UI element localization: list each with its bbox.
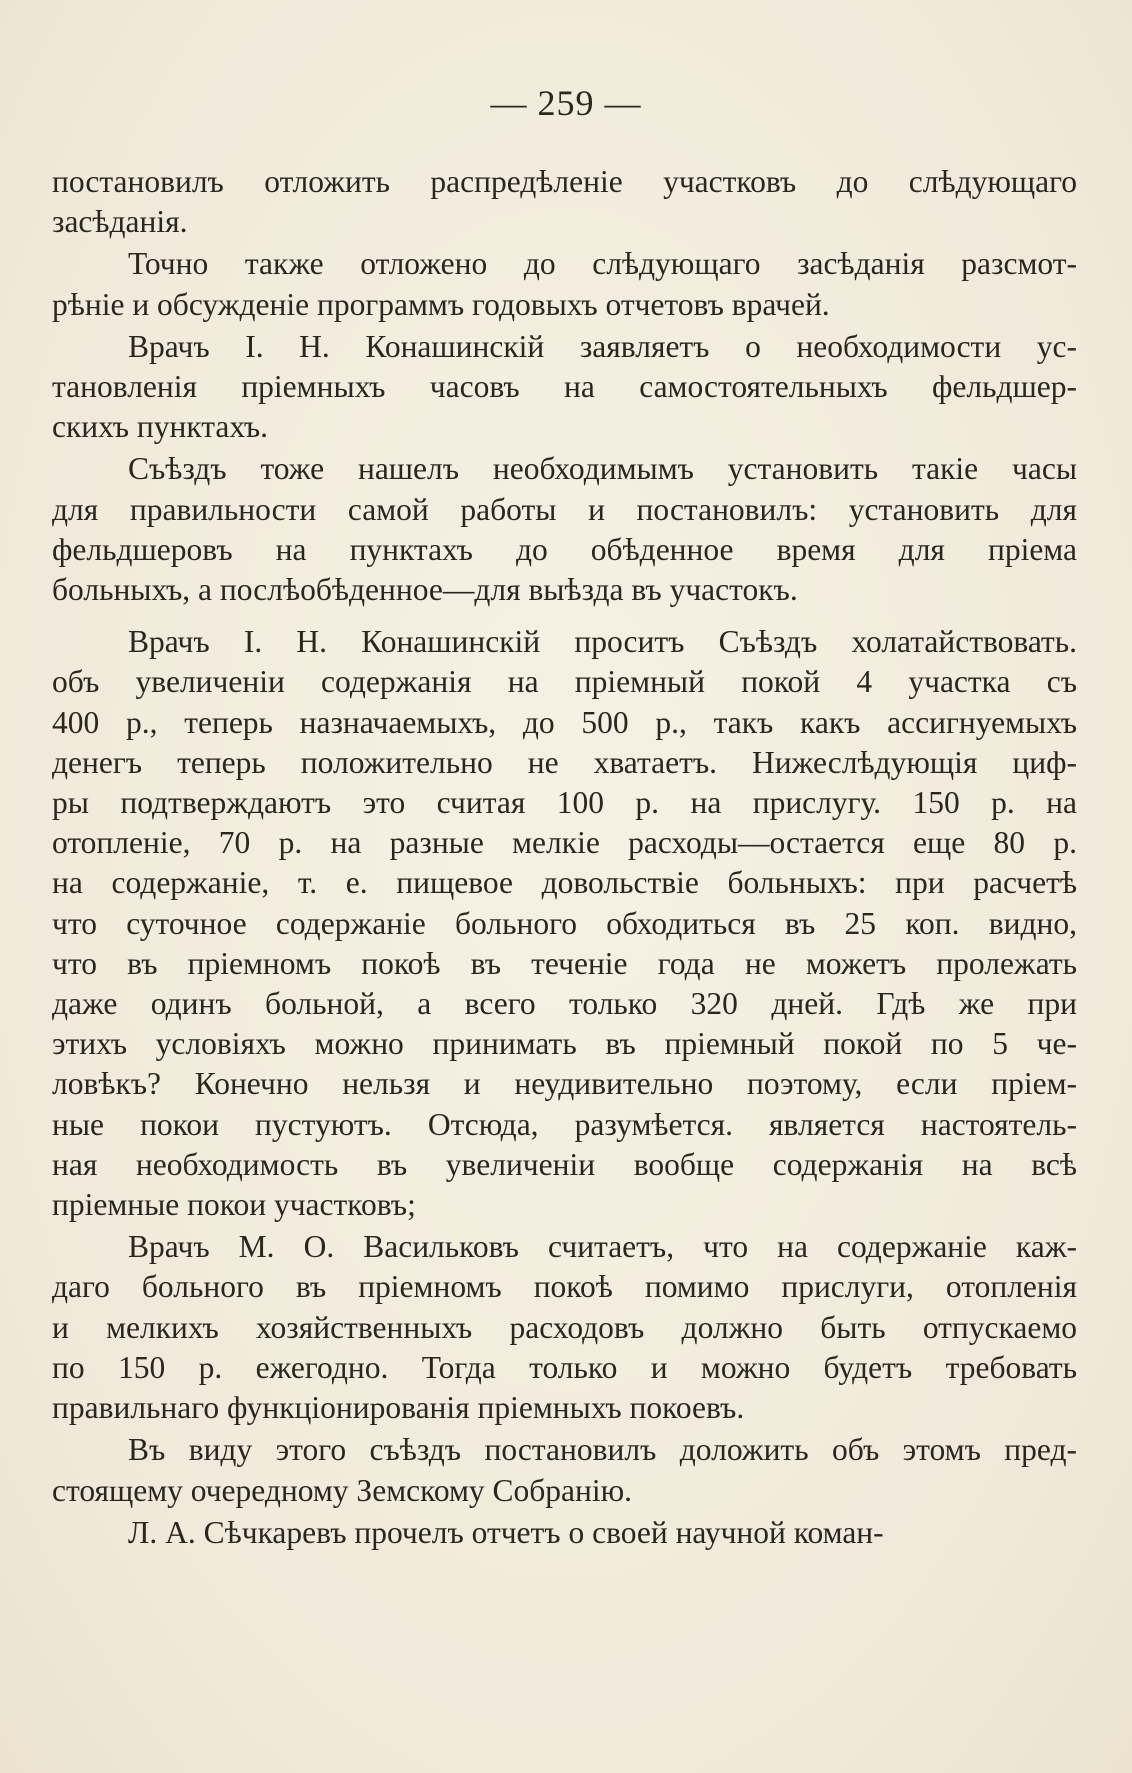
text-line: для правильности самой работы и постановилъ: установить для <box>52 491 1077 527</box>
paragraph <box>52 244 1077 324</box>
text-line: рѣніе и обсужденіе программъ годовыхъ отчетовъ врачей. <box>52 286 830 322</box>
text-line: скихъ пунктахъ. <box>52 409 269 445</box>
text-line: Врачъ І. Н. Конашинскій проситъ Съѣздъ холатайствовать. <box>128 624 1077 660</box>
paragraph-gap <box>52 612 1077 622</box>
text-line: засѣданія. <box>52 204 188 240</box>
text-line: объ увеличеніи содержанія на пріемный покой 4 участка съ <box>52 664 1077 700</box>
text-line: ры подтверждаютъ это считая 100 р. на прислугу. 150 р. на <box>52 785 1077 821</box>
paragraph <box>52 1513 1077 1553</box>
text-line: фельдшеровъ на пунктахъ до обѣденное время для пріема <box>52 531 1077 567</box>
paragraph <box>52 449 1077 610</box>
text-line: ловѣкъ? Конечно нельзя и неудивительно поэтому, если пріем- <box>52 1066 1077 1102</box>
text-line: правильнаго функціонированія пріемныхъ покоевъ. <box>52 1390 745 1426</box>
text-line: ная необходимость въ увеличеніи вообще содержанія на всѣ <box>52 1146 1077 1182</box>
text-line: денегъ теперь положительно не хватаетъ. Нижеслѣдующія циф- <box>52 744 1077 780</box>
text-line: этихъ условіяхъ можно принимать въ пріемный покой по 5 че- <box>52 1026 1077 1062</box>
text-line: Съѣздъ тоже нашелъ необходимымъ установить такіе часы <box>128 451 1077 487</box>
text-line: что суточное содержаніе больного обходиться въ 25 коп. видно, <box>52 905 1077 941</box>
text-line: 400 р., теперь назначаемыхъ, до 500 р., такъ какъ ассигнуемыхъ <box>52 704 1077 740</box>
text-line: стоящему очередному Земскому Собранію. <box>52 1472 633 1508</box>
text-line: на содержаніе, т. е. пищевое довольствіе больныхъ: при расчетѣ <box>52 865 1077 901</box>
text-line: тановленія пріемныхъ часовъ на самостоятельныхъ фельдшер- <box>52 369 1077 405</box>
text-line: постановилъ отложить распредѣленіе участковъ до слѣдующаго <box>52 164 1077 199</box>
paragraph <box>52 1430 1077 1510</box>
paragraph <box>52 162 1077 242</box>
text-line: что въ пріемномъ покоѣ въ теченіе года не можетъ пролежать <box>52 945 1077 981</box>
paragraph <box>52 327 1077 448</box>
text-line: пріемные покои участковъ; <box>52 1187 416 1223</box>
body-text <box>52 162 1077 1555</box>
page-number: — 259 — <box>490 83 642 123</box>
text-line: ные покои пустуютъ. Отсюда, разумѣется. является настоятель- <box>52 1106 1077 1142</box>
text-line: Л. А. Сѣчкаревъ прочелъ отчетъ о своей научной коман- <box>128 1514 884 1550</box>
text-line: даже одинъ больной, а всего только 320 дней. Гдѣ же при <box>52 986 1077 1022</box>
text-line: Въ виду этого съѣздъ постановилъ доложить объ этомъ пред- <box>128 1432 1077 1468</box>
paragraph <box>52 1227 1077 1428</box>
text-line: и мелкихъ хозяйственныхъ расходовъ должно быть отпускаемо <box>52 1309 1077 1345</box>
text-line: даго больного въ пріемномъ покоѣ помимо прислуги, отопленія <box>52 1269 1077 1305</box>
text-line: Точно также отложено до слѣдующаго засѣданія разсмот- <box>128 246 1077 282</box>
text-line: Врачъ М. О. Васильковъ считаетъ, что на содержаніе каж- <box>128 1229 1077 1265</box>
text-line: отопленіе, 70 р. на разные мелкіе расходы—остается еще 80 р. <box>52 825 1077 861</box>
paragraph <box>52 622 1077 1225</box>
text-line: Врачъ І. Н. Конашинскій заявляетъ о необходимости ус- <box>128 328 1077 364</box>
text-line: больныхъ, а послѣобѣденное—для выѣзда въ участокъ. <box>52 572 798 608</box>
text-line: по 150 р. ежегодно. Тогда только и можно будетъ требовать <box>52 1349 1077 1385</box>
